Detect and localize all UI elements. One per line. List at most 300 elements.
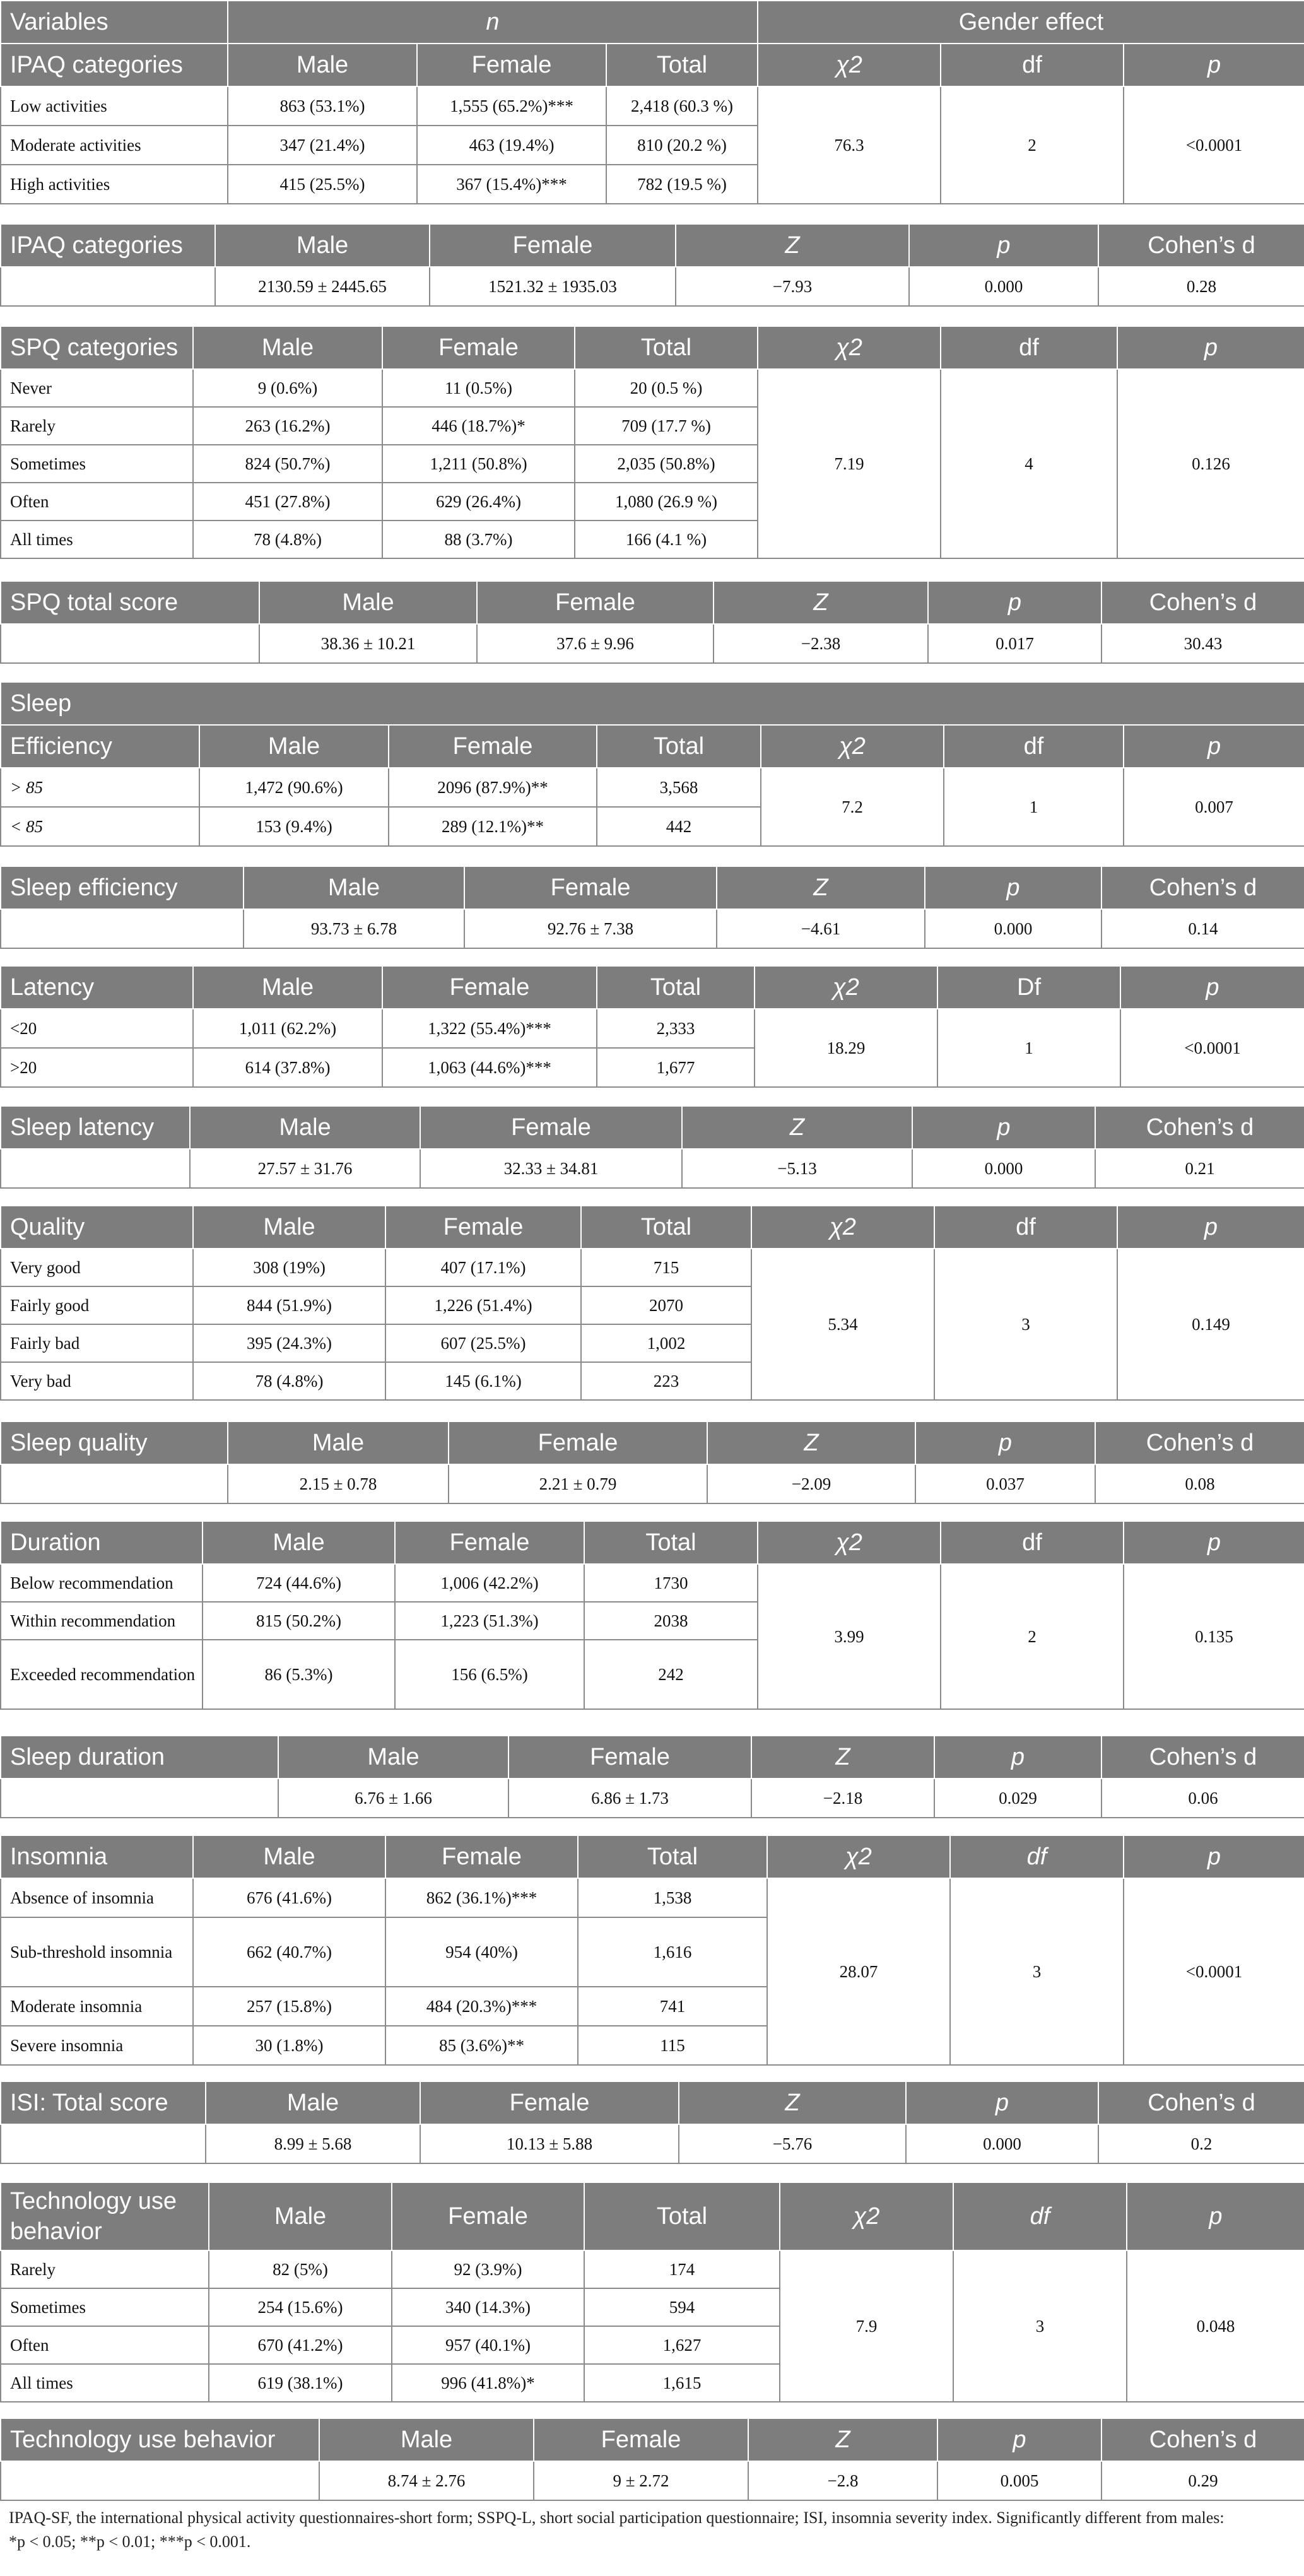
col-header: χ2 (780, 2182, 953, 2250)
col-header: Technology use behavior (1, 2182, 209, 2250)
table-header-row (1, 966, 1304, 1009)
col-header: Z (676, 224, 909, 267)
table-row (1, 1779, 1304, 1818)
table-cell: 1,538 (578, 1878, 767, 1917)
col-header: χ2 (758, 44, 941, 86)
sleep-section-title: Sleep (1, 682, 1304, 725)
table-cell: 395 (24.3%) (193, 1324, 385, 1362)
table-cell: 782 (19.5 %) (606, 165, 758, 204)
isi-z-table (0, 2081, 1304, 2164)
col-header: p (906, 2081, 1098, 2124)
col-header: p (1124, 1835, 1304, 1878)
table-cell: 715 (581, 1249, 751, 1286)
table-cell: 6.86 ± 1.73 (508, 1779, 751, 1818)
col-header: df (950, 1835, 1124, 1878)
table-cell: 0.14 (1101, 909, 1304, 948)
table-cell: 9 ± 2.72 (534, 2461, 748, 2500)
table-cell: 308 (19%) (193, 1249, 385, 1286)
col-header: Male (206, 2081, 420, 2124)
table-cell: 30.43 (1101, 624, 1304, 663)
table-header-row (1, 326, 1304, 369)
table-cell: 996 (41.8%)* (392, 2364, 584, 2402)
table-cell: 0.000 (909, 267, 1098, 306)
col-header: p (1124, 725, 1304, 768)
col-header: Male (259, 581, 477, 624)
row-label: Never (1, 369, 193, 407)
col-header: Female (417, 44, 606, 86)
table-cell: 607 (25.5%) (385, 1324, 581, 1362)
col-header: Male (193, 1835, 385, 1878)
table-row (1, 2124, 1304, 2163)
table-cell (1, 909, 244, 948)
col-header: χ2 (755, 966, 937, 1009)
table-row (1, 267, 1304, 306)
p-value: <0.0001 (1124, 1878, 1304, 2065)
col-header: Cohen’s d (1101, 1736, 1304, 1779)
table-cell: 1,677 (597, 1048, 755, 1087)
table-cell: 2,418 (60.3 %) (606, 86, 758, 126)
col-header: Female (449, 1421, 707, 1464)
df-value: 4 (941, 369, 1117, 558)
table-cell (1, 624, 259, 663)
sleep-efficiency-chi-table (0, 681, 1304, 847)
table-header-row (1, 224, 1304, 267)
table-cell: 0.000 (906, 2124, 1098, 2163)
table-cell: −4.61 (717, 909, 925, 948)
table-cell: 156 (6.5%) (395, 1640, 584, 1709)
row-label: <20 (1, 1009, 193, 1048)
table-cell: 0.000 (925, 909, 1101, 948)
table-cell: 1,472 (90.6%) (199, 768, 389, 807)
col-header: p (1117, 326, 1304, 369)
col-header: Female (385, 1206, 581, 1249)
ipaq-z-table (0, 223, 1304, 307)
row-label: Exceeded recommendation (1, 1640, 203, 1709)
table-cell: 1,006 (42.2%) (395, 1564, 584, 1602)
col-header: Total (581, 1206, 751, 1249)
table-row (1, 1249, 1304, 1286)
table-cell: 594 (584, 2288, 780, 2326)
col-header: Female (382, 326, 575, 369)
table-cell: −5.76 (679, 2124, 906, 2163)
col-header: Sleep latency (1, 1106, 190, 1149)
table-footnote (9, 2506, 1296, 2554)
col-header: Female (477, 581, 714, 624)
col-header: Male (193, 1206, 385, 1249)
table-cell: 1,322 (55.4%)*** (382, 1009, 597, 1048)
p-value: <0.0001 (1120, 1009, 1304, 1087)
table-cell: 2096 (87.9%)** (389, 768, 597, 807)
table-cell: 0.29 (1101, 2461, 1304, 2500)
table-header-row (1, 2182, 1304, 2250)
table-cell: 741 (578, 1987, 767, 2026)
col-header: Cohen’s d (1101, 581, 1304, 624)
col-header: Male (193, 966, 382, 1009)
row-label: Rarely (1, 407, 193, 445)
row-label: Absence of insomnia (1, 1878, 193, 1917)
col-header: Sleep quality (1, 1421, 228, 1464)
table-cell: 263 (16.2%) (193, 407, 382, 445)
table-row (1, 86, 1304, 126)
table-cell: 1,002 (581, 1324, 751, 1362)
col-header: Cohen’s d (1098, 224, 1304, 267)
table-cell: 6.76 ± 1.66 (278, 1779, 508, 1818)
table-cell: 446 (18.7%)* (382, 407, 575, 445)
df-value: 3 (953, 2250, 1127, 2402)
col-header: Total (575, 326, 758, 369)
p-value: 0.126 (1117, 369, 1304, 558)
table-cell: 254 (15.6%) (209, 2288, 392, 2326)
table-header-row (1, 725, 1304, 768)
table-cell: 30 (1.8%) (193, 2026, 385, 2065)
col-header: ISI: Total score (1, 2081, 206, 2124)
p-value: 0.007 (1124, 768, 1304, 846)
col-header: p (937, 2418, 1101, 2461)
table-cell: 0.017 (928, 624, 1101, 663)
table-cell: 442 (597, 807, 761, 846)
table-cell (1, 2124, 206, 2163)
table-cell: 88 (3.7%) (382, 520, 575, 558)
table-cell: 2,333 (597, 1009, 755, 1048)
row-label: Moderate insomnia (1, 1987, 193, 2026)
table-cell: 153 (9.4%) (199, 807, 389, 846)
table-header-row (1, 1521, 1304, 1564)
col-header: df (941, 1521, 1124, 1564)
chi-square-value: 76.3 (758, 86, 941, 204)
table-cell: 8.99 ± 5.68 (206, 2124, 420, 2163)
col-header: Male (278, 1736, 508, 1779)
table-cell: 957 (40.1%) (392, 2326, 584, 2364)
table-cell: −2.09 (707, 1464, 915, 1503)
table-cell: 347 (21.4%) (228, 126, 417, 165)
table-cell: 614 (37.8%) (193, 1048, 382, 1087)
table-cell: 78 (4.8%) (193, 520, 382, 558)
table-cell: 1,223 (51.3%) (395, 1602, 584, 1640)
table-row (1, 1464, 1304, 1503)
col-header: Total (584, 1521, 758, 1564)
table-header-row (1, 1835, 1304, 1878)
col-header: Total (606, 44, 758, 86)
row-label: Sometimes (1, 445, 193, 483)
table-cell: 0.06 (1101, 1779, 1304, 1818)
table-cell: 1730 (584, 1564, 758, 1602)
table-header-row (1, 1106, 1304, 1149)
table-cell: 3,568 (597, 768, 761, 807)
table-header-row (1, 44, 1304, 86)
p-value: <0.0001 (1124, 86, 1304, 204)
row-label: Often (1, 483, 193, 520)
col-header: p (1127, 2182, 1304, 2250)
col-header: SPQ total score (1, 581, 259, 624)
table-cell: 92.76 ± 7.38 (464, 909, 717, 948)
sleep-latency-z-table (0, 1105, 1304, 1189)
table-cell: 629 (26.4%) (382, 483, 575, 520)
table-cell: 415 (25.5%) (228, 165, 417, 204)
insomnia-chi-table (0, 1835, 1304, 2066)
table-cell: 32.33 ± 34.81 (420, 1149, 682, 1188)
col-header: Male (203, 1521, 395, 1564)
table-cell: 85 (3.6%)** (385, 2026, 578, 2065)
col-header: Male (209, 2182, 392, 2250)
col-header: p (909, 224, 1098, 267)
table-cell: 407 (17.1%) (385, 1249, 581, 1286)
chi-square-value: 3.99 (758, 1564, 941, 1709)
table-cell: 815 (50.2%) (203, 1602, 395, 1640)
row-label: All times (1, 2364, 209, 2402)
table-cell: 810 (20.2 %) (606, 126, 758, 165)
table-cell: 2,035 (50.8%) (575, 445, 758, 483)
table-cell (1, 1779, 278, 1818)
table-row (1, 1564, 1304, 1602)
ipaq-chi-table (0, 0, 1304, 204)
spq-chi-table (0, 326, 1304, 559)
table-cell: 340 (14.3%) (392, 2288, 584, 2326)
df-value: 3 (950, 1878, 1124, 2065)
col-header: Insomnia (1, 1835, 193, 1878)
col-header: p (1117, 1206, 1304, 1249)
table-cell: 1,616 (578, 1917, 767, 1987)
table-cell: 670 (41.2%) (209, 2326, 392, 2364)
table-row (1, 768, 1304, 807)
table-cell: 2038 (584, 1602, 758, 1640)
table-cell (1, 267, 215, 306)
col-header: Z (751, 1736, 934, 1779)
col-header: Z (682, 1106, 912, 1149)
table-cell: 0.005 (937, 2461, 1101, 2500)
p-value: 0.135 (1124, 1564, 1304, 1709)
col-header: Female (389, 725, 597, 768)
row-label: Often (1, 2326, 209, 2364)
table-cell: 844 (51.9%) (193, 1286, 385, 1324)
table-cell: 863 (53.1%) (228, 86, 417, 126)
col-header: Z (707, 1421, 915, 1464)
table-cell: 824 (50.7%) (193, 445, 382, 483)
col-header: Female (508, 1736, 751, 1779)
duration-chi-table (0, 1520, 1304, 1710)
row-label: Very bad (1, 1362, 193, 1400)
col-header: Male (319, 2418, 534, 2461)
col-header: χ2 (761, 725, 944, 768)
table-cell (1, 2461, 319, 2500)
table-cell: 37.6 ± 9.96 (477, 624, 714, 663)
table-header-row (1, 581, 1304, 624)
table-cell: 38.36 ± 10.21 (259, 624, 477, 663)
col-header: df (934, 1206, 1117, 1249)
table-cell: 1,226 (51.4%) (385, 1286, 581, 1324)
table-cell: 257 (15.8%) (193, 1987, 385, 2026)
table-cell: 451 (27.8%) (193, 483, 382, 520)
table-cell: 463 (19.4%) (417, 126, 606, 165)
col-header: df (953, 2182, 1127, 2250)
col-header: χ2 (758, 326, 941, 369)
table-cell: 166 (4.1 %) (575, 520, 758, 558)
col-header: Male (244, 866, 464, 909)
col-header: p (934, 1736, 1101, 1779)
table-cell: −5.13 (682, 1149, 912, 1188)
col-header: Female (534, 2418, 748, 2461)
col-header: Technology use behavior (1, 2418, 319, 2461)
table-cell: 1521.32 ± 1935.03 (430, 267, 676, 306)
col-header: Cohen’s d (1098, 2081, 1304, 2124)
col-header: p (928, 581, 1101, 624)
table-row (1, 624, 1304, 663)
table-row (1, 909, 1304, 948)
df-value: 3 (934, 1249, 1117, 1400)
table-cell: 8.74 ± 2.76 (319, 2461, 534, 2500)
col-header: χ2 (767, 1835, 950, 1878)
technology-z-table (0, 2418, 1304, 2501)
col-header: Quality (1, 1206, 193, 1249)
table-cell: 2130.59 ± 2445.65 (215, 267, 430, 306)
table-cell: 1,555 (65.2%)*** (417, 86, 606, 126)
table-cell: 20 (0.5 %) (575, 369, 758, 407)
col-header: IPAQ categories (1, 224, 215, 267)
chi-square-value: 7.2 (761, 768, 944, 846)
col-header: Cohen’s d (1095, 1421, 1304, 1464)
col-header: Total (584, 2182, 780, 2250)
df-value: 1 (937, 1009, 1120, 1087)
row-label: Below recommendation (1, 1564, 203, 1602)
col-header: p (1124, 1521, 1304, 1564)
table-header-row (1, 1736, 1304, 1779)
table-row (1, 369, 1304, 407)
col-header: df (941, 326, 1117, 369)
df-value: 2 (941, 1564, 1124, 1709)
row-label: Low activities (1, 86, 228, 126)
table-cell: 0.037 (915, 1464, 1095, 1503)
spq-z-table (0, 580, 1304, 664)
col-header: Z (714, 581, 928, 624)
col-header: IPAQ categories (1, 44, 228, 86)
table-row (1, 2250, 1304, 2288)
table-cell: 93.73 ± 6.78 (244, 909, 464, 948)
col-header: Cohen’s d (1101, 2418, 1304, 2461)
col-header: df (944, 725, 1124, 768)
col-header: p (925, 866, 1101, 909)
table-cell: 662 (40.7%) (193, 1917, 385, 1987)
table-cell: 242 (584, 1640, 758, 1709)
chi-square-value: 18.29 (755, 1009, 937, 1087)
technology-chi-table (0, 2182, 1304, 2403)
table-cell: 174 (584, 2250, 780, 2288)
p-value: 0.149 (1117, 1249, 1304, 1400)
table-cell: 289 (12.1%)** (389, 807, 597, 846)
col-header: p (912, 1106, 1095, 1149)
col-header: Total (597, 725, 761, 768)
table-cell: 724 (44.6%) (203, 1564, 395, 1602)
table-cell: 862 (36.1%)*** (385, 1878, 578, 1917)
row-label: Within recommendation (1, 1602, 203, 1640)
df-value: 1 (944, 768, 1124, 846)
table-cell: 1,011 (62.2%) (193, 1009, 382, 1048)
table-cell: 676 (41.6%) (193, 1878, 385, 1917)
col-header: Female (382, 966, 597, 1009)
table-cell: 0.000 (912, 1149, 1095, 1188)
table-header-row (1, 2081, 1304, 2124)
latency-chi-table (0, 965, 1304, 1088)
table-header-row (1, 1206, 1304, 1249)
col-header: Cohen’s d (1101, 866, 1304, 909)
table-cell: 11 (0.5%) (382, 369, 575, 407)
table-cell: 78 (4.8%) (193, 1362, 385, 1400)
col-header: Df (937, 966, 1120, 1009)
row-label: Fairly bad (1, 1324, 193, 1362)
table-row (1, 1009, 1304, 1048)
quality-chi-table (0, 1205, 1304, 1401)
table-cell: 367 (15.4%)*** (417, 165, 606, 204)
sleep-quality-z-table (0, 1421, 1304, 1504)
row-label: Very good (1, 1249, 193, 1286)
col-header: χ2 (758, 1521, 941, 1564)
col-header: Sleep efficiency (1, 866, 244, 909)
table-row (1, 1878, 1304, 1917)
n-header: n (228, 1, 758, 44)
table-cell: 1,211 (50.8%) (382, 445, 575, 483)
col-header: Z (748, 2418, 937, 2461)
table-cell: 92 (3.9%) (392, 2250, 584, 2288)
variables-header: Variables (1, 1, 228, 44)
df-value: 2 (941, 86, 1124, 204)
table-cell: 1,627 (584, 2326, 780, 2364)
row-label: All times (1, 520, 193, 558)
table-cell: 82 (5%) (209, 2250, 392, 2288)
row-label: Sometimes (1, 2288, 209, 2326)
col-header: Male (228, 44, 417, 86)
col-header: df (941, 44, 1124, 86)
table-cell: 223 (581, 1362, 751, 1400)
col-header: Female (420, 1106, 682, 1149)
row-label: Sub-threshold insomnia (1, 1917, 193, 1987)
col-header: Total (597, 966, 755, 1009)
col-header: Male (215, 224, 430, 267)
col-header: SPQ categories (1, 326, 193, 369)
table-cell: 27.57 ± 31.76 (190, 1149, 420, 1188)
row-label: < 85 (1, 807, 199, 846)
row-label: Rarely (1, 2250, 209, 2288)
p-value: 0.048 (1127, 2250, 1304, 2402)
table-cell: 1,063 (44.6%)*** (382, 1048, 597, 1087)
table-cell: 0.08 (1095, 1464, 1304, 1503)
col-header: Latency (1, 966, 193, 1009)
row-label: Severe insomnia (1, 2026, 193, 2065)
table-cell: −7.93 (676, 267, 909, 306)
table-cell: 954 (40%) (385, 1917, 578, 1987)
table-cell: 0.2 (1098, 2124, 1304, 2163)
table-cell: 0.21 (1095, 1149, 1304, 1188)
chi-square-value: 7.9 (780, 2250, 953, 2402)
table-cell: 2.15 ± 0.78 (228, 1464, 449, 1503)
col-header: Efficiency (1, 725, 199, 768)
table-cell: 115 (578, 2026, 767, 2065)
col-header: Cohen’s d (1095, 1106, 1304, 1149)
col-header: Male (190, 1106, 420, 1149)
table-cell: −2.38 (714, 624, 928, 663)
row-label: >20 (1, 1048, 193, 1087)
table-cell: 484 (20.3%)*** (385, 1987, 578, 2026)
col-header: Female (392, 2182, 584, 2250)
sleep-efficiency-z-table (0, 866, 1304, 949)
col-header: Female (430, 224, 676, 267)
col-header: Duration (1, 1521, 203, 1564)
col-header: Female (385, 1835, 578, 1878)
col-header: Male (199, 725, 389, 768)
gender-effect-header: Gender effect (758, 1, 1304, 44)
table-cell: 2.21 ± 0.79 (449, 1464, 707, 1503)
table-row (1, 2461, 1304, 2500)
sleep-duration-z-table (0, 1735, 1304, 1818)
table-cell: 9 (0.6%) (193, 369, 382, 407)
col-header: Male (193, 326, 382, 369)
